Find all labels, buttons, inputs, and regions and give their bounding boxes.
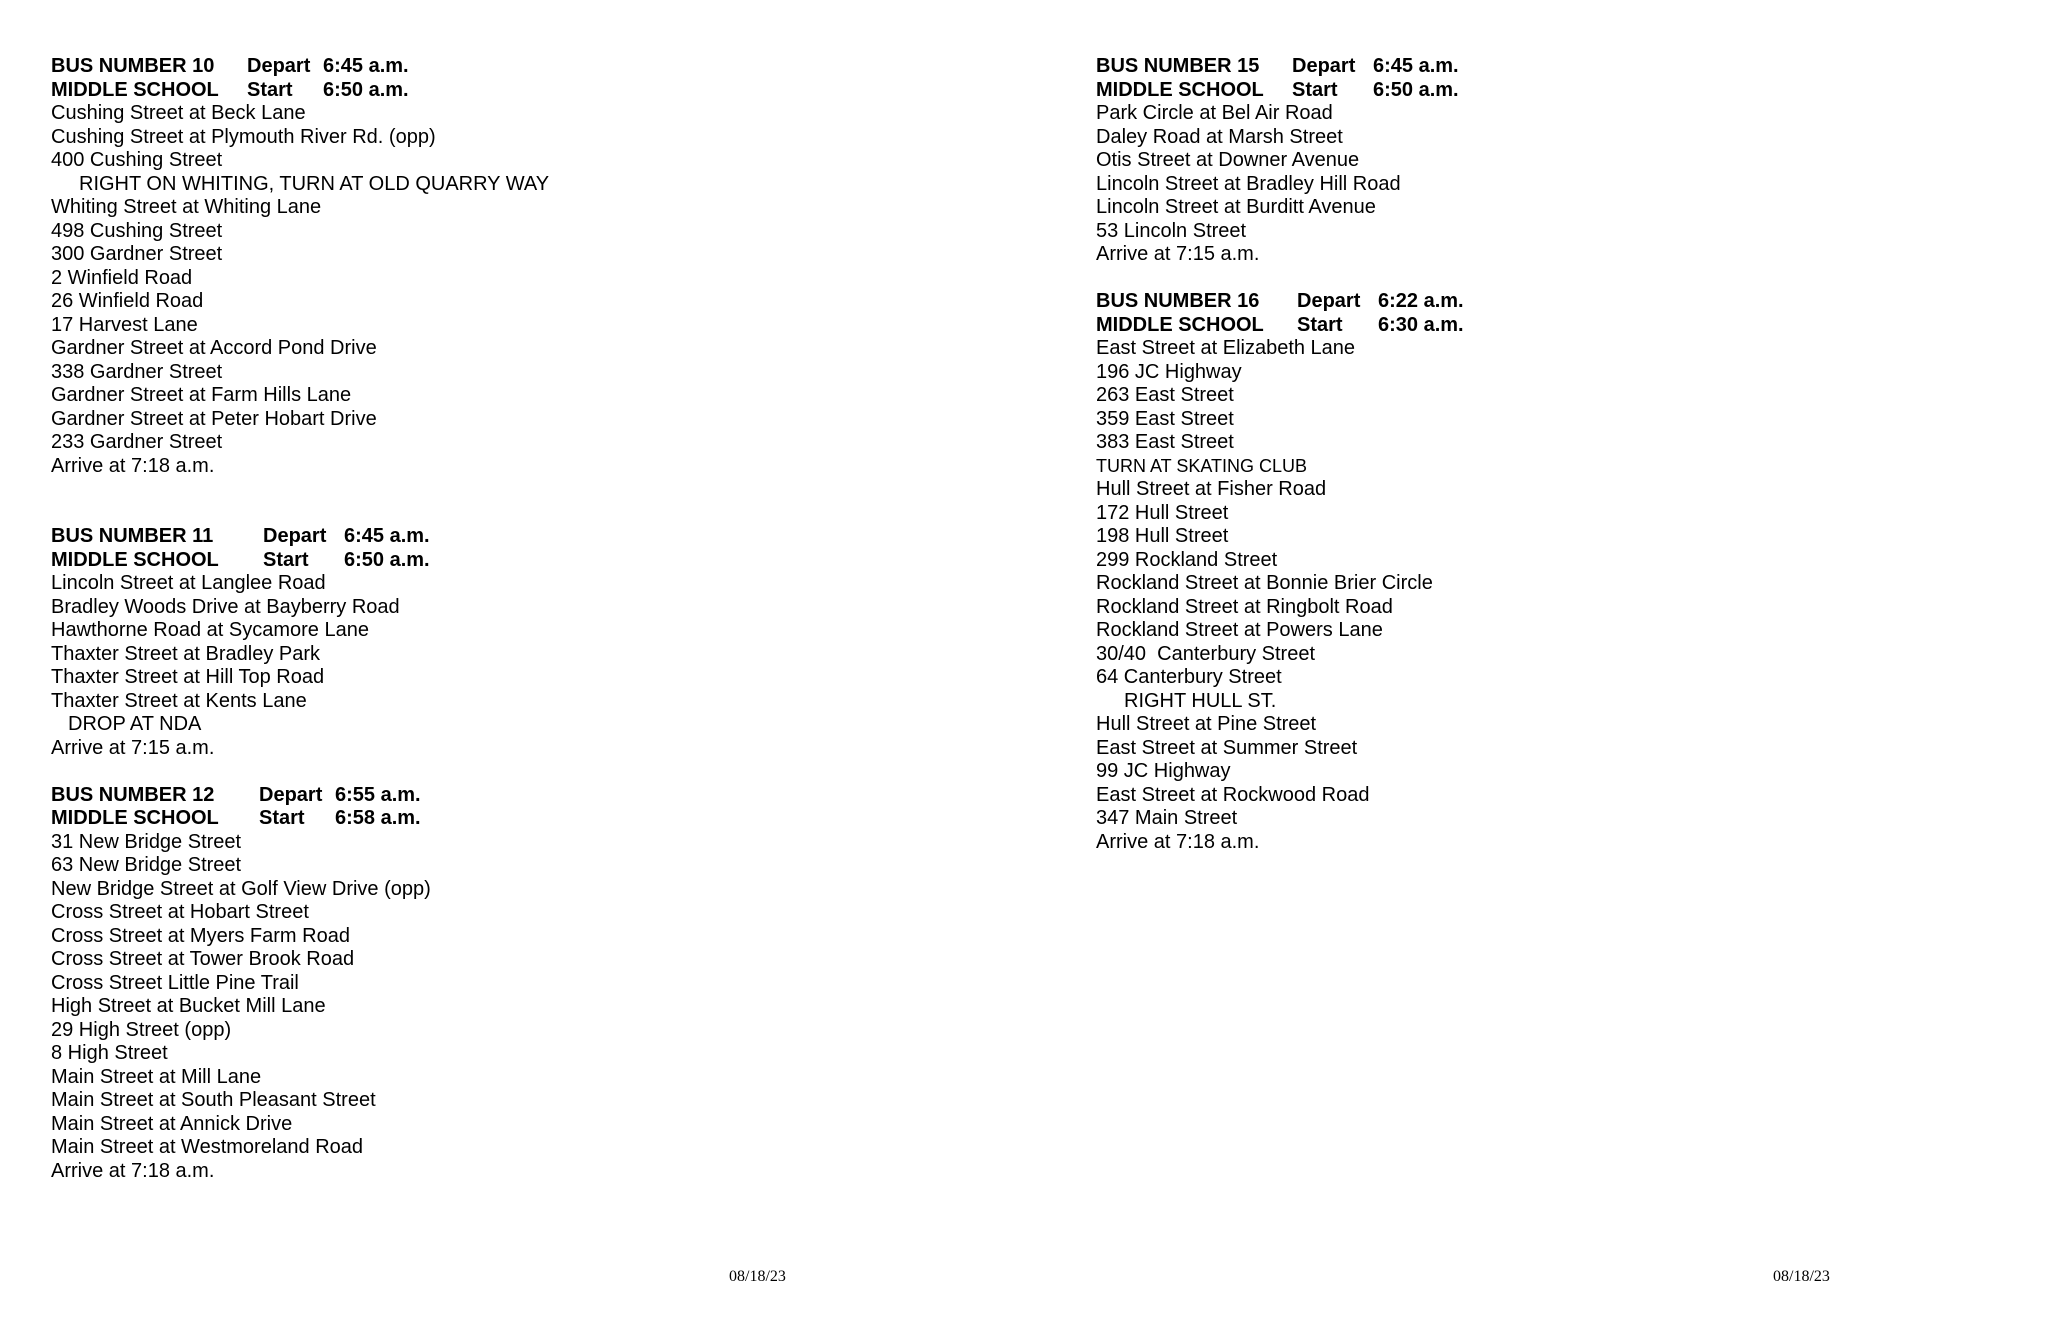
stop: 299 Rockland Street [1096, 548, 1278, 571]
route-instruction: RIGHT ON WHITING, TURN AT OLD QUARRY WAY [79, 172, 550, 195]
route-instruction: TURN AT SKATING CLUB [1096, 455, 1308, 476]
depart-time: 6:45 a.m. [344, 525, 430, 547]
start-label: Start [1292, 78, 1338, 101]
right-column [1096, 55, 2036, 854]
stop: 498 Cushing Street [51, 219, 223, 242]
depart-time: 6:55 a.m. [335, 783, 421, 806]
bus-11-header-line1 [51, 525, 1031, 549]
stop: 8 High Street [51, 1042, 168, 1064]
bus-15-header-line2 [1096, 79, 2036, 103]
bus-number-label: BUS NUMBER 15 [1096, 55, 1260, 77]
stop: 400 Cushing Street [51, 149, 223, 171]
bus-10-header-line2 [51, 79, 1031, 103]
depart-label: Depart [1297, 290, 1361, 312]
stop: 359 East Street [1096, 407, 1234, 430]
stop: Thaxter Street at Bradley Park [51, 642, 321, 665]
stop: 233 Gardner Street [51, 431, 223, 453]
stop: 53 Lincoln Street [1096, 219, 1247, 242]
stop: Whiting Street at Whiting Lane [51, 196, 322, 218]
depart-label: Depart [247, 55, 311, 77]
stop: 99 JC Highway [1096, 760, 1231, 782]
stop: Main Street at South Pleasant Street [51, 1089, 376, 1111]
stop: 347 Main Street [1096, 807, 1238, 829]
bus-number-label: BUS NUMBER 16 [1096, 290, 1260, 312]
stop: East Street at Elizabeth Lane [1096, 337, 1356, 359]
start-time: 6:50 a.m. [1373, 78, 1459, 101]
stop: 29 High Street (opp) [51, 1018, 232, 1041]
stop: Main Street at Annick Drive [51, 1112, 293, 1135]
stop: Rockland Street at Bonnie Brier Circle [1096, 572, 1433, 594]
bus-16-route [1096, 290, 2036, 854]
stop: Lincoln Street at Bradley Hill Road [1096, 172, 1401, 195]
depart-label: Depart [259, 783, 323, 806]
stop: Cross Street at Myers Farm Road [51, 924, 350, 947]
start-label: Start [247, 78, 293, 101]
bus-15-route [1096, 55, 2036, 267]
stop: 263 East Street [1096, 384, 1234, 406]
stop: 172 Hull Street [1096, 501, 1229, 524]
start-time: 6:58 a.m. [335, 807, 421, 829]
stop: 17 Harvest Lane [51, 313, 198, 336]
bus-number-label: BUS NUMBER 10 [51, 55, 215, 77]
stop: Gardner Street at Peter Hobart Drive [51, 407, 377, 430]
stop: Thaxter Street at Hill Top Road [51, 666, 325, 688]
stop: Bradley Woods Drive at Bayberry Road [51, 595, 400, 618]
stop: Lincoln Street at Langlee Road [51, 572, 326, 594]
depart-time: 6:22 a.m. [1378, 290, 1464, 312]
start-label: Start [259, 807, 305, 829]
school-label: MIDDLE SCHOOL [51, 807, 219, 829]
route-instruction: DROP AT NDA [68, 713, 202, 735]
arrival-time: Arrive at 7:15 a.m. [51, 736, 215, 759]
bus-16-header-line1 [1096, 290, 2036, 314]
bus-12-header-line2 [51, 807, 1031, 831]
stop: 2 Winfield Road [51, 266, 193, 289]
stop: Thaxter Street at Kents Lane [51, 689, 307, 712]
stop: Cross Street at Hobart Street [51, 901, 309, 923]
school-label: MIDDLE SCHOOL [51, 548, 219, 571]
stop: 196 JC Highway [1096, 360, 1242, 383]
bus-12-header-line1 [51, 784, 1031, 808]
stop: East Street at Summer Street [1096, 736, 1358, 759]
stop: 26 Winfield Road [51, 290, 204, 312]
start-label: Start [263, 548, 309, 571]
start-time: 6:30 a.m. [1378, 313, 1464, 336]
stop: Otis Street at Downer Avenue [1096, 149, 1360, 171]
stop: 31 New Bridge Street [51, 830, 242, 853]
stop: Hull Street at Fisher Road [1096, 478, 1327, 500]
stop: Hull Street at Pine Street [1096, 713, 1317, 735]
start-time: 6:50 a.m. [323, 78, 409, 101]
stop: 338 Gardner Street [51, 360, 223, 383]
stop: 63 New Bridge Street [51, 854, 242, 876]
depart-time: 6:45 a.m. [1373, 55, 1459, 77]
stop: East Street at Rockwood Road [1096, 783, 1370, 806]
stop: Gardner Street at Accord Pond Drive [51, 337, 377, 359]
bus-11-header-line2 [51, 549, 1031, 573]
stop: Main Street at Westmoreland Road [51, 1136, 364, 1158]
stop: 30/40 Canterbury Street [1096, 642, 1316, 665]
school-label: MIDDLE SCHOOL [1096, 78, 1264, 101]
stop: Cross Street at Tower Brook Road [51, 948, 355, 970]
footer-date-left: 08/18/23 [729, 1268, 786, 1285]
arrival-time: Arrive at 7:18 a.m. [51, 1159, 215, 1182]
bus-15-header-line1 [1096, 55, 2036, 79]
bus-10-header-line1 [51, 55, 1031, 79]
depart-time: 6:45 a.m. [323, 55, 409, 77]
stop: Cushing Street at Plymouth River Rd. (opp) [51, 125, 436, 148]
stop: 300 Gardner Street [51, 243, 223, 265]
bus-12-route [51, 784, 1031, 1184]
route-instruction: RIGHT HULL ST. [1124, 689, 1277, 712]
bus-10-route [51, 55, 1031, 478]
stop: Main Street at Mill Lane [51, 1065, 262, 1088]
depart-label: Depart [263, 525, 327, 547]
bus-number-label: BUS NUMBER 11 [51, 525, 214, 547]
depart-label: Depart [1292, 55, 1356, 77]
bus-11-route [51, 525, 1031, 760]
stop: 64 Canterbury Street [1096, 666, 1282, 688]
stop: Cross Street Little Pine Trail [51, 971, 299, 994]
bus-16-header-line2 [1096, 314, 2036, 338]
stop: Rockland Street at Ringbolt Road [1096, 595, 1393, 618]
stop: Hawthorne Road at Sycamore Lane [51, 619, 369, 641]
bus-number-label: BUS NUMBER 12 [51, 783, 215, 806]
left-column [51, 55, 1031, 1183]
stop: Daley Road at Marsh Street [1096, 125, 1343, 148]
footer-date-right: 08/18/23 [1773, 1268, 1830, 1285]
stop: 383 East Street [1096, 431, 1234, 453]
start-label: Start [1297, 313, 1343, 336]
arrival-time: Arrive at 7:18 a.m. [1096, 830, 1260, 853]
arrival-time: Arrive at 7:18 a.m. [51, 454, 215, 477]
stop: Rockland Street at Powers Lane [1096, 619, 1383, 641]
start-time: 6:50 a.m. [344, 548, 430, 571]
school-label: MIDDLE SCHOOL [51, 78, 219, 101]
stop: Gardner Street at Farm Hills Lane [51, 384, 352, 406]
stop: New Bridge Street at Golf View Drive (opp) [51, 877, 431, 900]
school-label: MIDDLE SCHOOL [1096, 313, 1264, 336]
stop: Lincoln Street at Burditt Avenue [1096, 196, 1376, 218]
arrival-time: Arrive at 7:15 a.m. [1096, 243, 1260, 265]
stop: Park Circle at Bel Air Road [1096, 102, 1333, 124]
stop: High Street at Bucket Mill Lane [51, 995, 326, 1017]
stop: 198 Hull Street [1096, 525, 1229, 547]
stop: Cushing Street at Beck Lane [51, 102, 306, 124]
